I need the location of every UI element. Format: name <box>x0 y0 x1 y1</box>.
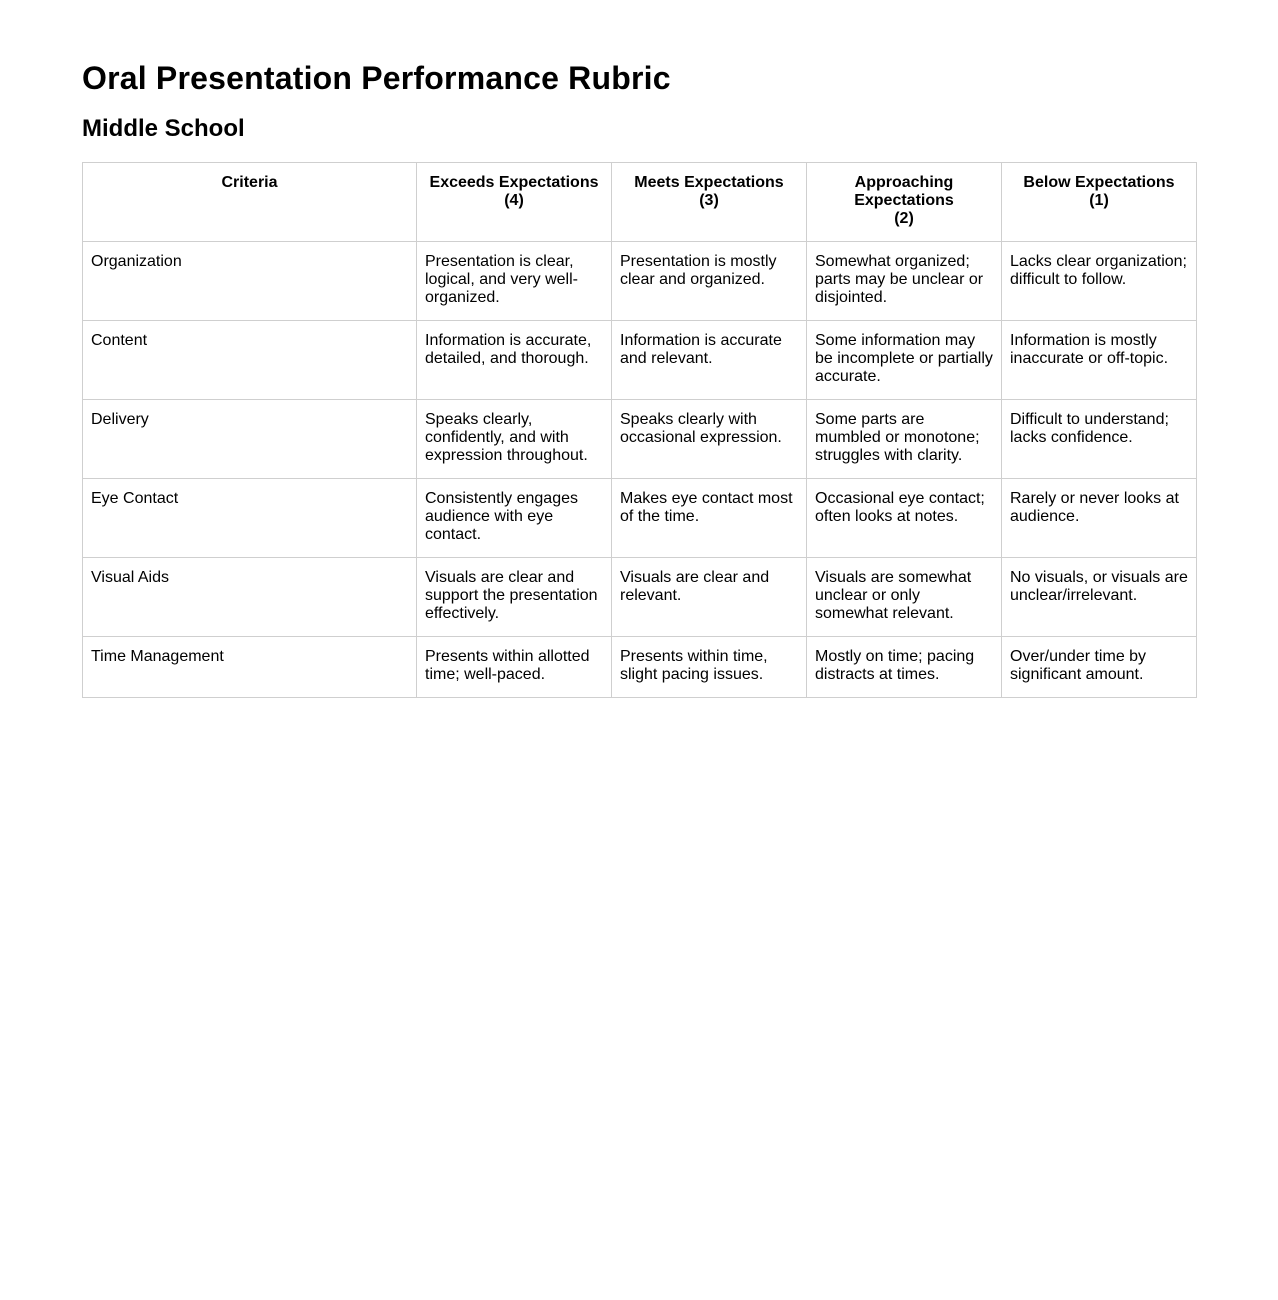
criterion-cell: Visual Aids <box>83 558 417 637</box>
rubric-cell: Occasional eye contact; often looks at notes. <box>807 479 1002 558</box>
header-level-score: (2) <box>894 210 914 227</box>
rubric-cell: Lacks clear organization; difficult to follow. <box>1002 242 1197 321</box>
header-criteria: Criteria <box>83 163 417 242</box>
rubric-cell: Presents within time, slight pacing issues. <box>612 637 807 698</box>
rubric-cell: Presentation is mostly clear and organized. <box>612 242 807 321</box>
rubric-cell: Speaks clearly with occasional expression. <box>612 400 807 479</box>
rubric-cell: Presentation is clear, logical, and very well-organized. <box>417 242 612 321</box>
header-level <box>417 163 612 242</box>
rubric-cell: Makes eye contact most of the time. <box>612 479 807 558</box>
rubric-cell: No visuals, or visuals are unclear/irrelevant. <box>1002 558 1197 637</box>
header-level-score: (4) <box>504 192 524 209</box>
rubric-cell: Information is mostly inaccurate or off-topic. <box>1002 321 1197 400</box>
rubric-cell: Visuals are clear and support the presentation effectively. <box>417 558 612 637</box>
table-row <box>83 479 1197 558</box>
rubric-cell: Presents within allotted time; well-paced. <box>417 637 612 698</box>
rubric-cell: Difficult to understand; lacks confidence. <box>1002 400 1197 479</box>
rubric-cell: Somewhat organized; parts may be unclear or disjointed. <box>807 242 1002 321</box>
criterion-cell: Time Management <box>83 637 417 698</box>
header-level-label: Below Expectations <box>1023 174 1175 191</box>
header-level-label: Approaching Expectations <box>854 174 954 209</box>
table-header-row <box>83 163 1197 242</box>
rubric-cell: Mostly on time; pacing distracts at times. <box>807 637 1002 698</box>
page-subtitle: Middle School <box>82 115 245 142</box>
header-level-label: Exceeds Expectations <box>429 174 599 191</box>
criterion-cell: Delivery <box>83 400 417 479</box>
rubric-cell: Some parts are mumbled or monotone; struggles with clarity. <box>807 400 1002 479</box>
header-level <box>612 163 807 242</box>
rubric-cell: Information is accurate and relevant. <box>612 321 807 400</box>
header-level-score: (3) <box>699 192 719 209</box>
header-level-score: (1) <box>1089 192 1109 209</box>
criterion-cell: Organization <box>83 242 417 321</box>
rubric-cell: Some information may be incomplete or partially accurate. <box>807 321 1002 400</box>
rubric-cell: Rarely or never looks at audience. <box>1002 479 1197 558</box>
table-row <box>83 637 1197 698</box>
table-row <box>83 558 1197 637</box>
header-level <box>1002 163 1197 242</box>
table-row <box>83 242 1197 321</box>
rubric-cell: Visuals are somewhat unclear or only somewhat relevant. <box>807 558 1002 637</box>
table-row <box>83 400 1197 479</box>
rubric-cell: Information is accurate, detailed, and thorough. <box>417 321 612 400</box>
rubric-cell: Speaks clearly, confidently, and with expression throughout. <box>417 400 612 479</box>
header-level <box>807 163 1002 242</box>
rubric-cell: Over/under time by significant amount. <box>1002 637 1197 698</box>
page-title: Oral Presentation Performance Rubric <box>82 60 671 96</box>
rubric-cell: Consistently engages audience with eye contact. <box>417 479 612 558</box>
rubric-table <box>82 162 1197 698</box>
rubric-cell: Visuals are clear and relevant. <box>612 558 807 637</box>
table-row <box>83 321 1197 400</box>
criterion-cell: Content <box>83 321 417 400</box>
header-level-label: Meets Expectations <box>634 174 784 191</box>
criterion-cell: Eye Contact <box>83 479 417 558</box>
